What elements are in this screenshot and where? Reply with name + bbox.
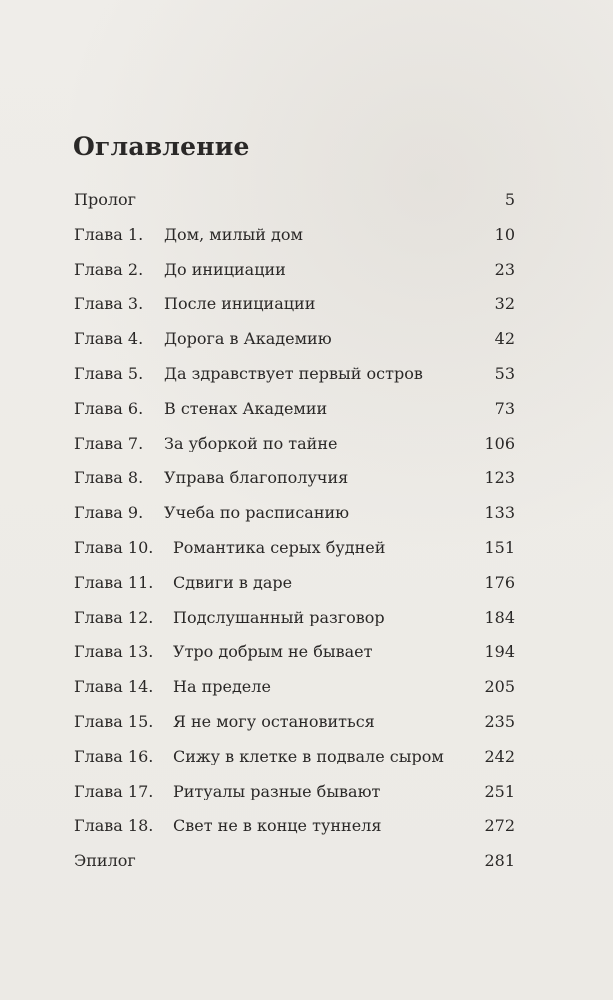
toc-entry-chapter-5 bbox=[74, 365, 515, 400]
toc-page-number: 205 bbox=[484, 677, 515, 697]
toc-entry-left bbox=[74, 783, 380, 801]
toc-entry-label: Глава 16. bbox=[74, 746, 154, 766]
toc-entry-left bbox=[74, 295, 315, 313]
toc-entry-label: Глава 17. bbox=[74, 781, 154, 801]
toc-entry-title: Я не могу остановиться bbox=[173, 712, 375, 731]
toc-entry-left bbox=[74, 435, 337, 453]
toc-page-number: 73 bbox=[494, 398, 515, 418]
toc-entry-left bbox=[74, 330, 332, 348]
toc-entry-left bbox=[74, 365, 423, 383]
toc-entry-chapter-1 bbox=[74, 226, 515, 261]
toc-entry-left bbox=[74, 400, 327, 418]
toc-entry-chapter-6 bbox=[74, 400, 515, 435]
toc-entry-left bbox=[74, 191, 136, 209]
toc-page-number: 106 bbox=[484, 433, 515, 453]
toc-entry-chapter-13 bbox=[74, 643, 515, 678]
toc-page-number: 176 bbox=[484, 572, 515, 592]
toc-entry-label: Глава 10. bbox=[74, 537, 154, 557]
toc-page-number: 242 bbox=[484, 746, 515, 766]
toc-entry-epilogue bbox=[74, 852, 515, 887]
toc-page-number: 235 bbox=[484, 711, 515, 731]
toc-entry-label: Глава 4. bbox=[74, 329, 144, 349]
toc-entry-chapter-9 bbox=[74, 504, 515, 539]
toc-entry-chapter-18 bbox=[74, 817, 515, 852]
toc-entry-label: Глава 14. bbox=[74, 677, 154, 697]
page-title: Оглавление bbox=[73, 132, 250, 161]
toc-entry-title: На пределе bbox=[173, 678, 271, 696]
toc-entry-label: Глава 1. bbox=[74, 224, 144, 244]
toc-entry-left bbox=[74, 226, 303, 244]
toc-entry-chapter-14 bbox=[74, 678, 515, 713]
toc-page-number: 53 bbox=[494, 363, 515, 383]
toc-entry-label: Эпилог bbox=[74, 851, 136, 871]
toc-entry-label: Глава 6. bbox=[74, 398, 144, 418]
toc-entry-title: За уборкой по тайне bbox=[164, 434, 338, 453]
toc-entry-label: Глава 13. bbox=[74, 642, 154, 662]
toc-entry-prologue bbox=[74, 191, 515, 226]
toc-entry-chapter-15 bbox=[74, 713, 515, 748]
toc-entry-left bbox=[74, 713, 375, 731]
toc-entry-label: Глава 12. bbox=[74, 607, 154, 627]
toc-entry-left bbox=[74, 817, 381, 835]
toc-entry-left bbox=[74, 678, 271, 696]
toc-entry-chapter-8 bbox=[74, 469, 515, 504]
toc-page-number: 23 bbox=[494, 259, 515, 279]
toc-page-number: 123 bbox=[484, 468, 515, 488]
toc-entry-chapter-7 bbox=[74, 435, 515, 470]
toc-entry-title: Свет не в конце туннеля bbox=[173, 817, 382, 835]
toc-page-number: 184 bbox=[484, 607, 515, 627]
toc-entry-title: Подслушанный разговор bbox=[173, 608, 385, 627]
toc-entry-label: Глава 3. bbox=[74, 294, 144, 314]
toc-page-number: 5 bbox=[504, 190, 515, 209]
toc-page-number: 32 bbox=[494, 294, 515, 314]
toc-entry-chapter-16 bbox=[74, 748, 515, 783]
toc-entry-label: Глава 8. bbox=[74, 468, 144, 488]
toc-page-number: 272 bbox=[484, 816, 515, 836]
toc-entry-chapter-17 bbox=[74, 783, 515, 818]
toc-entry-chapter-12 bbox=[74, 609, 515, 644]
toc-page-number: 10 bbox=[494, 224, 515, 244]
toc-entry-title: Ритуалы разные бывают bbox=[173, 782, 381, 801]
toc-entry-chapter-11 bbox=[74, 574, 515, 609]
toc-entry-chapter-2 bbox=[74, 261, 515, 296]
toc-entry-label: Глава 7. bbox=[74, 433, 144, 453]
toc-page-number: 194 bbox=[484, 642, 515, 662]
toc-entry-title: Управа благополучия bbox=[164, 469, 349, 487]
toc-entry-title: Дом, милый дом bbox=[164, 225, 303, 244]
toc-page-number: 42 bbox=[494, 329, 515, 349]
toc-page-number: 151 bbox=[484, 537, 515, 557]
toc-entry-title: До инициации bbox=[164, 260, 286, 279]
toc-entry-left bbox=[74, 748, 444, 766]
toc-entry-title: Утро добрым не бывает bbox=[173, 643, 373, 661]
toc-entry-left bbox=[74, 469, 348, 487]
toc-page-number: 251 bbox=[484, 781, 515, 801]
toc-entry-title: Сдвиги в даре bbox=[173, 573, 293, 592]
toc-page-number: 133 bbox=[484, 503, 515, 523]
toc-entry-label: Глава 15. bbox=[74, 711, 154, 731]
toc-entry-label: Глава 18. bbox=[74, 816, 154, 836]
table-of-contents bbox=[74, 191, 515, 887]
toc-entry-left bbox=[74, 574, 292, 592]
toc-entry-title: В стенах Академии bbox=[164, 399, 328, 418]
toc-entry-left bbox=[74, 539, 385, 557]
toc-entry-title: Учеба по расписанию bbox=[164, 504, 350, 522]
toc-entry-title: Сижу в клетке в подвале сыром bbox=[173, 747, 444, 766]
toc-entry-chapter-4 bbox=[74, 330, 515, 365]
toc-entry-left bbox=[74, 852, 136, 870]
toc-entry-label: Глава 5. bbox=[74, 363, 144, 383]
toc-entry-title: После инициации bbox=[164, 295, 316, 313]
toc-entry-label: Глава 9. bbox=[74, 503, 144, 523]
toc-entry-title: Романтика серых будней bbox=[173, 538, 386, 557]
toc-entry-left bbox=[74, 643, 372, 661]
toc-entry-label: Глава 11. bbox=[74, 572, 154, 592]
toc-entry-label: Глава 2. bbox=[74, 259, 144, 279]
toc-entry-label: Пролог bbox=[74, 190, 137, 209]
toc-entry-left bbox=[74, 609, 385, 627]
toc-entry-left bbox=[74, 504, 349, 522]
toc-entry-title: Дорога в Академию bbox=[164, 330, 332, 348]
toc-page-number: 281 bbox=[484, 851, 515, 871]
toc-entry-left bbox=[74, 261, 286, 279]
toc-entry-chapter-3 bbox=[74, 295, 515, 330]
toc-entry-chapter-10 bbox=[74, 539, 515, 574]
toc-entry-title: Да здравствует первый остров bbox=[164, 364, 423, 383]
